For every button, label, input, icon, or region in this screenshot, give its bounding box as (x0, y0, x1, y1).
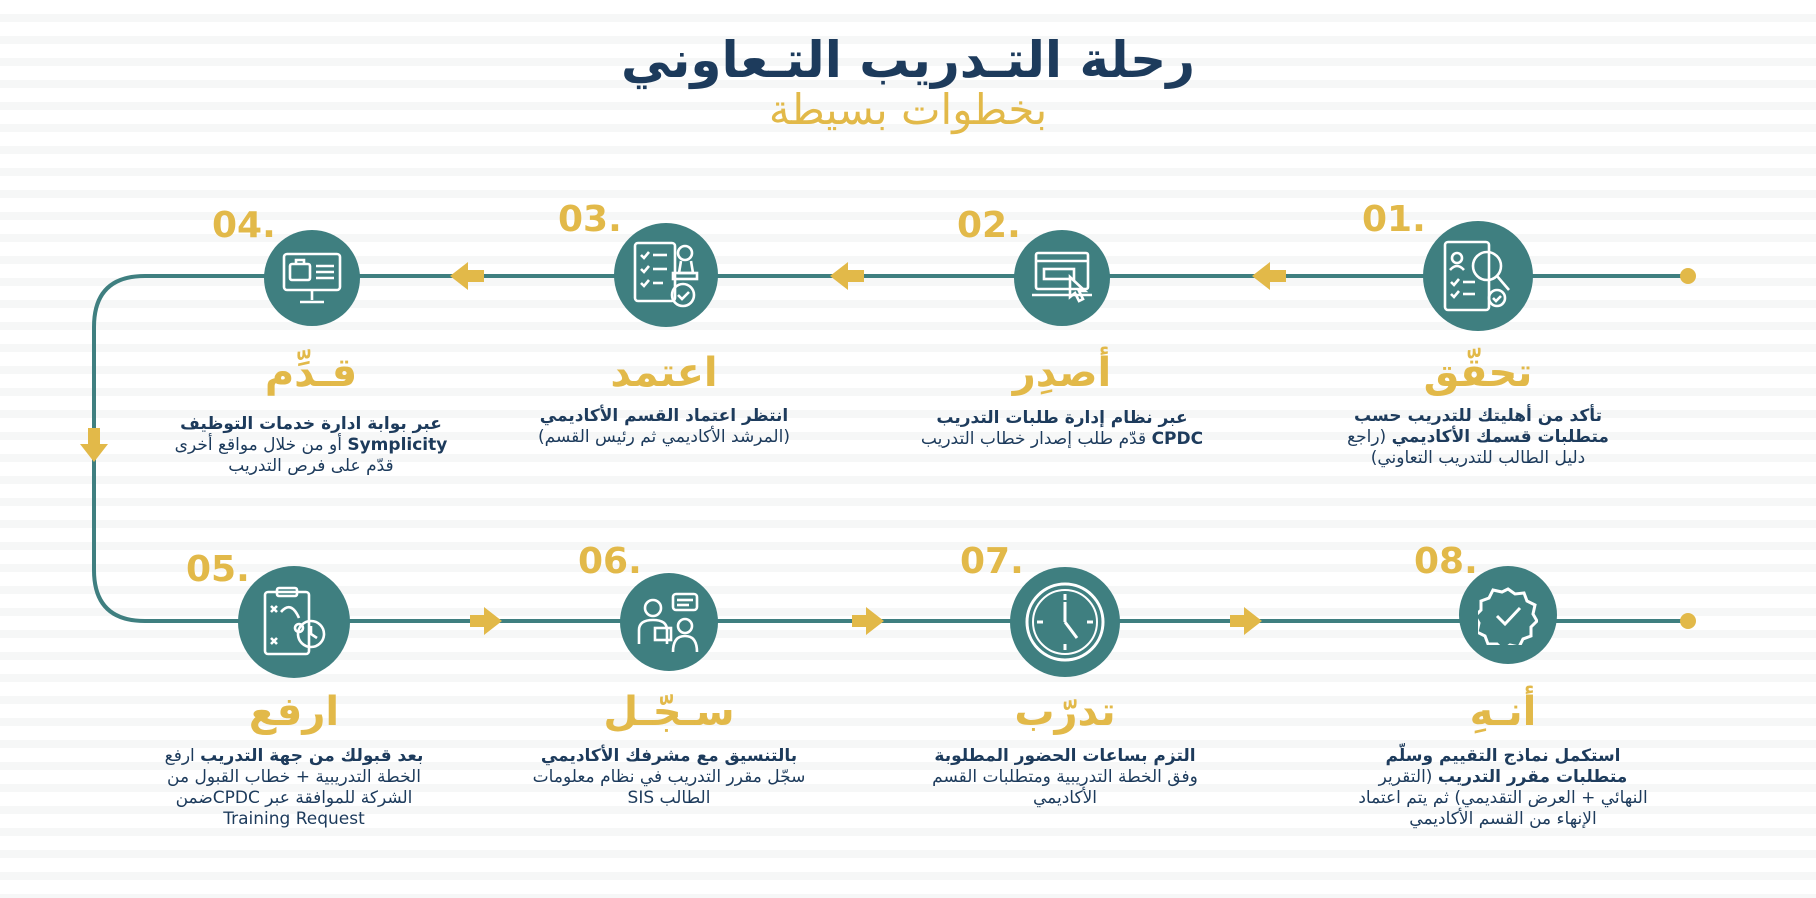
step-icon-circle (264, 230, 360, 326)
arrow-down-icon (80, 428, 108, 462)
step-verb: ارفع (248, 689, 340, 735)
step-description-bold: انتظر اعتماد القسم الأكاديمي (539, 406, 789, 426)
step-verb: تحقّق (1423, 350, 1533, 396)
step-description-bold: عبر نظام إدارة طلبات التدريب CPDC (936, 408, 1204, 449)
step-description (519, 406, 809, 448)
step-icon-circle (238, 566, 350, 678)
flow-end-dot (1680, 613, 1696, 629)
step-description-regular: سجّل مقرر التدريب في نظام معلومات الطالب SIS (532, 767, 806, 808)
step-description-bold: تأكد من أهليتك للتدريب حسب متطلبات قسمك الأكاديمي (1353, 406, 1609, 447)
step-description-regular: (التقرير النهائي + العرض التقديمي) ثم يتم اعتماد الإنهاء من القسم الأكاديمي (1358, 767, 1648, 829)
step-description-bold: عبر بوابة ادارة خدمات التوظيف Symplicity (180, 414, 448, 455)
arrow-left-icon (450, 262, 484, 290)
step-description-regular: قدّم طلب إصدار خطاب التدريب (920, 429, 1152, 449)
step-icon-circle (614, 223, 718, 327)
flow-start-dot (1680, 268, 1696, 284)
arrow-right-icon (852, 607, 884, 635)
step-description-bold: بالتنسيق مع مشرفك الأكاديمي (540, 746, 798, 766)
arrow-left-icon (830, 262, 864, 290)
step-description (524, 746, 814, 809)
step-description-bold: استكمل نماذج التقييم وسلّم متطلبات مقرر التدريب (1385, 746, 1628, 787)
verified-badge-icon (1478, 585, 1538, 645)
computer-click-icon (1030, 247, 1094, 309)
step-description-regular: أو من خلال مواقع أخرى قدّم على فرص التدريب (174, 435, 394, 476)
step-verb: أنـهِ (1469, 689, 1537, 735)
step-verb: أصدِر (1012, 350, 1112, 396)
step-icon-circle (1014, 230, 1110, 326)
step-description (166, 414, 456, 477)
clipboard-plan-icon (259, 584, 329, 660)
step-description (149, 746, 439, 830)
step-verb: تدرّب (1014, 689, 1116, 735)
step-number: 07. (960, 541, 1024, 582)
step-icon-circle (620, 573, 718, 671)
step-icon-circle (1459, 566, 1557, 664)
checklist-magnifier-icon (1441, 236, 1515, 316)
step-number: 06. (578, 541, 642, 582)
step-icon-circle (1010, 567, 1120, 677)
sub-title: بخطوات بسيطة (768, 85, 1048, 134)
step-description-regular: ارفع الخطة التدريبية + خطاب القبول من الشركة للموافقة عبر CPDCضمن Training Request (164, 746, 421, 829)
step-number: 05. (186, 549, 250, 590)
step-description-regular: (المرشد الأكاديمي ثم رئيس القسم) (538, 427, 790, 447)
step-number: 04. (212, 205, 276, 246)
step-description-regular: (راجع دليل الطالب للتدريب التعاوني) (1347, 427, 1586, 468)
arrow-left-icon (1252, 262, 1286, 290)
step-icon-circle (1423, 221, 1533, 331)
step-description (920, 746, 1210, 809)
step-number: 08. (1414, 541, 1478, 582)
advisor-meeting-icon (635, 590, 703, 654)
step-description (917, 408, 1207, 450)
arrow-right-icon (470, 607, 502, 635)
step-number: 03. (558, 199, 622, 240)
step-number: 01. (1362, 199, 1426, 240)
main-title: رحلة التـدريب التـعاوني (621, 31, 1195, 89)
step-number: 02. (957, 205, 1021, 246)
step-description (1358, 746, 1648, 830)
step-description-bold: التزم بساعات الحضور المطلوبة (934, 746, 1196, 766)
step-verb: سـجّـل (603, 689, 735, 735)
briefcase-monitor-icon (280, 248, 344, 308)
arrow-right-icon (1230, 607, 1262, 635)
step-description-bold: بعد قبولك من جهة التدريب (200, 746, 424, 766)
approval-stamp-icon (631, 239, 701, 311)
step-verb: اعتمد (610, 350, 718, 396)
step-verb: قـدِّم (264, 350, 358, 396)
step-description (1333, 406, 1623, 469)
step-description-regular: وفق الخطة التدريبية ومتطلبات القسم الأكاديمي (932, 767, 1198, 808)
clock-icon (1023, 580, 1107, 664)
